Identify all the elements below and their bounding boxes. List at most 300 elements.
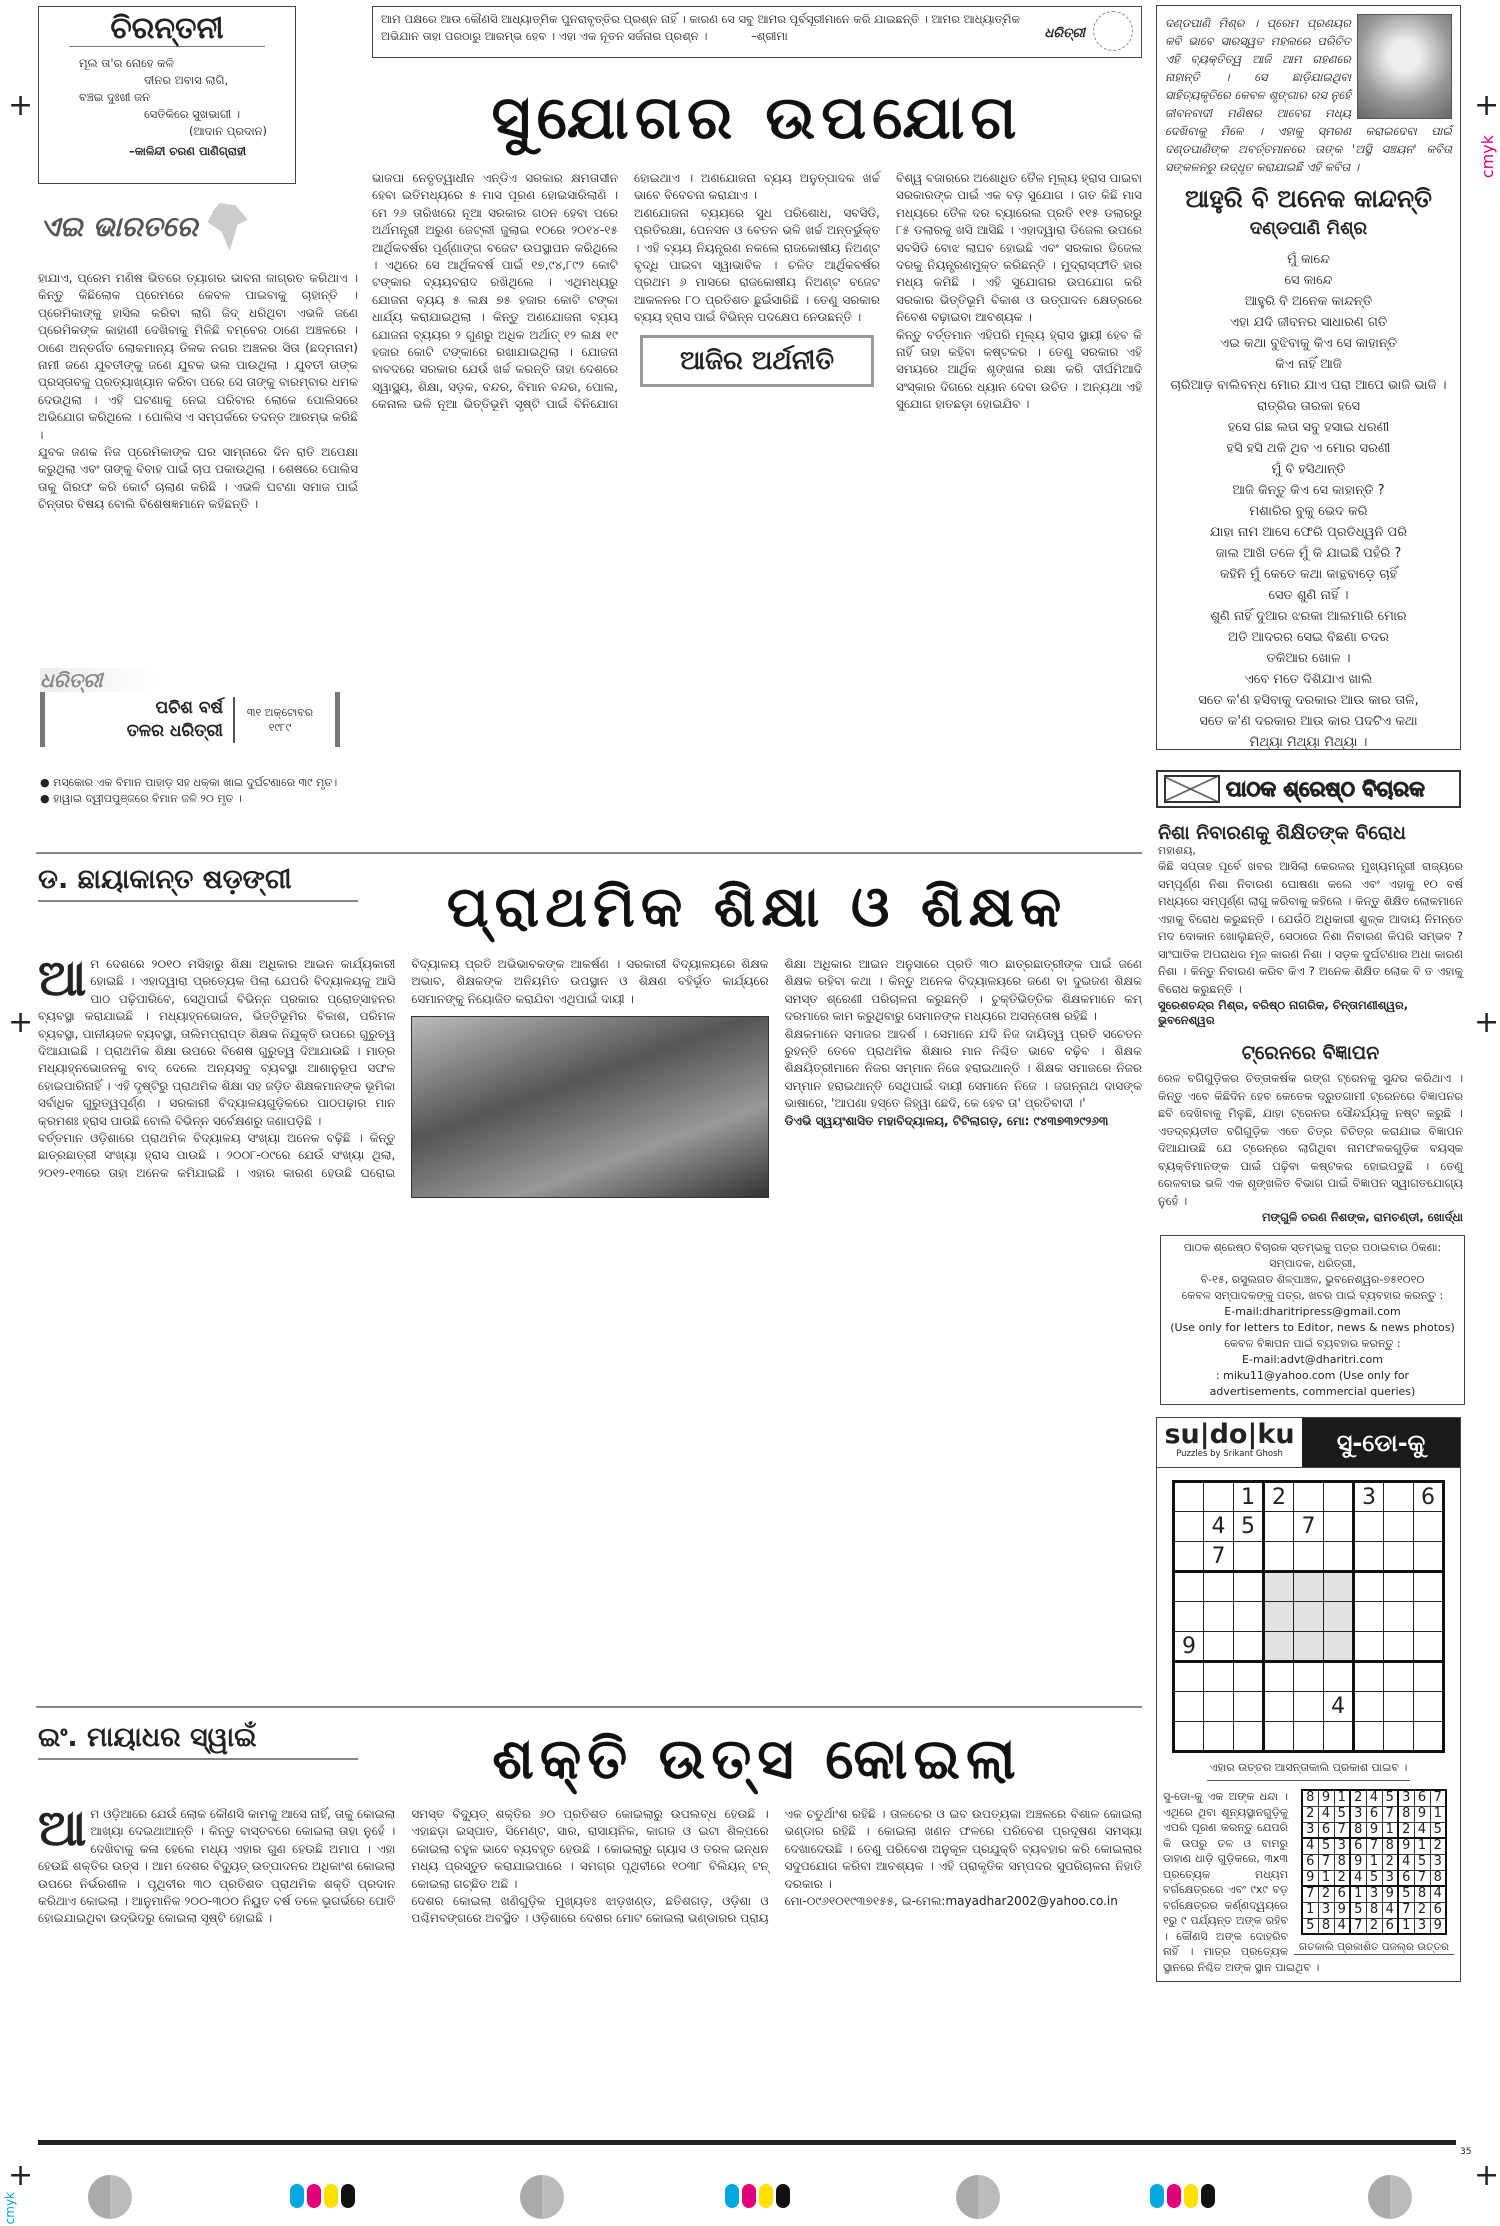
sudoku-cell[interactable] [1174, 1722, 1204, 1752]
sudoku-cell[interactable] [1174, 1662, 1204, 1692]
solution-cell: 8 [1382, 1838, 1398, 1854]
sudoku-cell[interactable]: 7 [1204, 1542, 1234, 1572]
section-divider [36, 1706, 1142, 1708]
solution-cell: 9 [1430, 1918, 1446, 1934]
bullet-item: ● ମସ୍କୋର ଏକ ବିମାନ ପାହାଡ଼ ସହ ଧକ୍କା ଖାଇ ଦୁର୍ଘଟଣାରେ ୩୯ ମୃତ। [40, 776, 338, 789]
poet-photo [1357, 14, 1452, 119]
sudoku-cell[interactable]: 5 [1234, 1512, 1264, 1542]
sudoku-cell[interactable] [1384, 1512, 1414, 1542]
poet-name: –କାଳିନ୍ଦୀ ଚରଣ ପାଣିଗ୍ରାହୀ [129, 144, 247, 158]
solution-cell: 5 [1382, 1790, 1398, 1806]
crop-mark: + [8, 2158, 34, 2193]
poem-line: କହିନି ମୁଁ କେତେ କଥା କାନ୍ଥବାଡ଼େ ଚାହିଁ [1219, 567, 1398, 582]
solution-cell: 3 [1398, 1790, 1414, 1806]
poem-line: ଜାଲ ଆଖି ତଳେ ମୁଁ କି ଯାଇଛି ପହଁରି ? [1215, 546, 1402, 561]
solution-cell: 2 [1414, 1902, 1430, 1918]
solution-cell: 6 [1382, 1918, 1398, 1934]
sudoku-cell[interactable] [1354, 1692, 1384, 1722]
paragraph: ମ ଦେଶରେ ୨୦୧୦ ମସିହାରୁ ଶିକ୍ଷା ଅଧିକାର ଆଇନ କାର୍ଯ୍ୟକାରୀ ହୋଇଛି । ଏହାଦ୍ୱାରା ପ୍ରତ୍ୟେକ ପିଲା ଯେପରି ବିଦ୍ୟାଳୟକୁ ଆସି ପାଠ ପଢ଼ିପାରିବେ, ସେଥିପାଇଁ ବିଭିନ୍ନ ପ୍ରକାର ପ୍ରୋତ୍ସାହନର ବ୍ୟବସ୍ଥା କରାଯାଇଛି । ମଧ୍ୟାହ୍ନଭୋଜନ, ଭିତ୍ତିଭୂମିର ବିକାଶ, ପରିମଳ ବ୍ୟବସ୍ଥା, ପାନୀୟଜଳ ବ୍ୟବସ୍ଥା, ତାଲିମପ୍ରାପ୍ତ ଶିକ୍ଷକ ନିଯୁକ୍ତି ଉପରେ ଗୁରୁତ୍ୱ ଦିଆଯାଇଛି । ପ୍ରାଥମିକ ଶିକ୍ଷା ଉପରେ ବିଶେଷ ଗୁରୁତ୍ୱ ଦିଆଯାଉଛି । ମାତ୍ର ମଧ୍ୟାହ୍ନଭୋଜନକୁ ବାଦ୍ ଦେଲେ ଅନ୍ୟସବୁ ବ୍ୟବସ୍ଥା ଆଶାନୁରୂପ ସଫଳ ହୋଇପାରିନାହିଁ । ଏହି ଦୃଷ୍ଟିରୁ ପ୍ରାଥମିକ ଶିକ୍ଷା ସହ ଜଡ଼ିତ ଶିକ୍ଷକମାନଙ୍କ ଭୂମିକା ସର୍ବାଧିକ ଗୁରୁତ୍ୱପୂର୍ଣ୍ଣ । ସରକାରୀ ବିଦ୍ୟାଳୟଗୁଡ଼ିକରେ ପାଠପଢ଼ାର ମାନ କ୍ରମଶଃ ହ୍ରାସ ପାଉଛି ବୋଲି ବିଭିନ୍ନ ସର୍ବେକ୍ଷଣରୁ ଜଣାପଡ଼ିଛି । [38, 957, 396, 1128]
sudoku-cell[interactable] [1204, 1572, 1234, 1602]
sudoku-cell[interactable] [1324, 1572, 1354, 1602]
solution-cell: 9 [1334, 1902, 1350, 1918]
solution-cell: 6 [1430, 1902, 1446, 1918]
sudoku-cell[interactable] [1384, 1482, 1414, 1512]
letters-banner-text: ପାଠକ ଶ୍ରେଷ୍ଠ ବିଚାରକ [1226, 776, 1425, 801]
sudoku-cell[interactable] [1264, 1632, 1294, 1662]
emblem-icon [1093, 11, 1133, 51]
inset-label: ଆଜିର ଅର୍ଥନୀତି [640, 335, 874, 387]
cmyk-label: cmyk [3, 2192, 17, 2225]
letters-banner [1156, 770, 1461, 808]
sudoku-cell[interactable] [1384, 1542, 1414, 1572]
logo-part: su [1164, 1419, 1200, 1450]
sudoku-cell[interactable] [1174, 1542, 1204, 1572]
quote-author: –ଶ୍ରୀମା [751, 29, 788, 43]
sudoku-cell[interactable]: 4 [1204, 1512, 1234, 1542]
solution-cell: 6 [1414, 1790, 1430, 1806]
address-box [1160, 1235, 1465, 1405]
answer-note: ଏହାର ଉତ୍ତର ଆସନ୍ତାକାଲି ପ୍ରକାଶ ପାଇବ । [1207, 1761, 1410, 1781]
sudoku-cell[interactable] [1234, 1662, 1264, 1692]
solution-cell: 8 [1318, 1918, 1334, 1934]
sudoku-cell[interactable] [1354, 1662, 1384, 1692]
solution-cell: 8 [1430, 1870, 1446, 1886]
solution-cell: 6 [1334, 1886, 1350, 1902]
solution-cell: 4 [1382, 1902, 1398, 1918]
paragraph: ମ ଓଡ଼ିଆରେ ଯେଉଁ ଲୋକ କୌଣସି କାମକୁ ଆସେ ନାହିଁ, ତାକୁ କୋଇଲା ଆଖ୍ୟା ଦେଇଥାଆନ୍ତି । କିନ୍ତୁ ବାସ୍ତବରେ କୋଇଲା ତାହା ନୁହେଁ । ଦେଖିବାକୁ କଳା ହେଲେ ମଧ୍ୟ ଏହାର ଗୁଣ ହେଉଛି ଅମାପ । ଏହା ହେଉଛି ଶକ୍ତିର ଉତ୍ସ । ଆମ ଦେଶର ବିଦ୍ୟୁତ୍ ଉତ୍ପାଦନର ଅଧିକାଂଶ କୋଇଲା ଉପରେ ନିର୍ଭରଶୀଳ । ପୃଥିବୀର ୩୦ ପ୍ରତିଶତ ପ୍ରାଥମିକ ଶକ୍ତି ପ୍ରଦାନ କରିଥାଏ କୋଇଲା । ଆନୁମାନିକ ୨୦୦-୩୦୦ ନିୟୁତ ବର୍ଷ ତଳେ ଭୂଗର୍ଭରେ ପୋତି ହୋଇଯାଇଥିବା ଉଦ୍ଭିଦରୁ କୋଇଲା ସୃଷ୍ଟି ହୋଇଛି । [38, 1807, 396, 1926]
color-bar [1150, 2184, 1215, 2208]
sudoku-cell[interactable] [1324, 1602, 1354, 1632]
title-line: ପଚିଶ ବର୍ଷ [155, 697, 223, 718]
cmyk-label: cmyk [1478, 135, 1497, 179]
sudoku-cell[interactable] [1204, 1692, 1234, 1722]
poem-line: କିଏ ନାହିଁ ଆଜି [1275, 357, 1342, 372]
crop-mark: + [1474, 88, 1500, 123]
sudoku-cell[interactable] [1234, 1572, 1264, 1602]
quote-box [372, 6, 1142, 58]
sudoku-cell[interactable] [1294, 1542, 1324, 1572]
address-line: ବି-୧୫, ରସୁଲଗଡ ଶିଳ୍ପାଞ୍ଚଳ, ଭୁବନେଶ୍ୱର-୭୫୧୦୧୦ [1200, 1273, 1425, 1286]
chirantani-box [38, 6, 296, 184]
logo-part: do [1209, 1419, 1248, 1450]
section-logo-text: ଏଇ ଭାରତରେ [40, 210, 198, 243]
paragraph: କିନ୍ତୁ ବର୍ତ୍ତମାନ ଏହିପରି ମୂଲ୍ୟ ହ୍ରାସ ସ୍ଥାୟୀ ହେବ କି ନାହିଁ ତାହା କହିବା କଷ୍ଟକର । ତେଣୁ ସରକାର ଏହି ସମୟରେ ଆର୍ଥିକ ଶୃଙ୍ଖଳା ରକ୍ଷା କରି ଦୀର୍ଘମିଆଦି ସଂସ୍କାର ଦିଗରେ ଧ୍ୟାନ ଦେବା ଉଚିତ । ଅନ୍ୟଥା ଏହି ସୁଯୋଗ ହାତଛଡ଼ା ହୋଇଯିବ । [896, 327, 1142, 412]
letters-column [1158, 822, 1463, 1225]
letter-body: ରେଳ ବଗିଗୁଡ଼ିକର ଚିତ୍ତାକର୍ଷକ ରଙ୍ଗ ଟ୍ରେନକୁ ସୁନ୍ଦର କରିଥାଏ । କିନ୍ତୁ ଏବେ କିଛିଦିନ ହେବ କେତେକ ଦ୍ରୁତଗାମୀ ଟ୍ରେନରେ ବିଜ୍ଞାପନର ଛବି ଦେଖିବାକୁ ମିଳୁଛି, ଯାହା ଟ୍ରେନର ସୌନ୍ଦର୍ଯ୍ୟକୁ ନଷ୍ଟ କରୁଛି । ଏତଦ୍‌ବ୍ୟତୀତ ବଗିଗୁଡ଼ିକ ଏତେ ଚିତ୍ର ବିଚିତ୍ର କରାଯାଇ ବିଜ୍ଞାପନ ଦିଆଯାଉଛି ଯେ ଟ୍ରେନ୍‌ରେ ଲାଗିଥିବା ନାମଫଳକଗୁଡ଼ିକ ବୟସ୍କ ବ୍ୟକ୍ତିମାନଙ୍କ ପାଇଁ ପଢ଼ିବା କଷ୍ଟକର ହୋଇପଡୁଛି । ତେଣୁ ରେଳବାଇ ଭଳି ଏକ ଶୃଙ୍ଖଳିତ ବିଭାଗ ପାଇଁ ବିଜ୍ଞାପନ ସ୍ୱାଗତଯୋଗ୍ୟ ନୁହେଁ । [1158, 1071, 1463, 1208]
sudoku-cell[interactable] [1414, 1692, 1444, 1722]
dharitri-logo: ଧରିତ୍ରୀ [40, 668, 160, 692]
sudoku-cell[interactable]: 4 [1324, 1692, 1354, 1722]
solution-cell: 6 [1350, 1838, 1366, 1854]
solution-cell: 2 [1430, 1838, 1446, 1854]
address-line: କେବଳ ବିଜ୍ଞାପନ ପାଇଁ ବ୍ୟବହାର କରନ୍ତୁ : [1224, 1337, 1401, 1350]
sudoku-cell[interactable] [1414, 1662, 1444, 1692]
letter-title: ନିଶା ନିବାରଣକୁ ଶିକ୍ଷିତଙ୍କ ବିରୋଧ [1158, 822, 1406, 844]
solution-cell: 5 [1414, 1854, 1430, 1870]
solution-cell: 8 [1414, 1886, 1430, 1902]
solution-cell: 9 [1350, 1854, 1366, 1870]
poem-line: ମୁଁ ବି ହସିଥାନ୍ତି [1271, 462, 1346, 477]
india-map-icon [208, 203, 248, 251]
author-signature: ମୋ-୦୯୬୧୦୧୯୩୭୧୫୫, ଇ-ମେଲ:mayadhar2002@yahoo.co.in [784, 1894, 1118, 1909]
sudoku-cell[interactable]: 9 [1174, 1632, 1204, 1662]
address-line: କେବଳ ସମ୍ପାଦକଙ୍କୁ ପତ୍ର, ଖବର ପାଇଁ ବ୍ୟବହାର କରନ୍ତୁ : [1181, 1289, 1444, 1302]
letter-body: କିଛି ସପ୍ତାହ ପୂର୍ବେ ଖବର ଆସିଲା କେରଳର ମୁଖ୍ୟମନ୍ତ୍ରୀ ରାଜ୍ୟରେ ସମ୍ପୂର୍ଣ୍ଣ ନିଶା ନିବାରଣ ଘୋଷଣା କଲେ ଏବଂ ଏହାକୁ ୧୦ ବର୍ଷ ମଧ୍ୟରେ ସମ୍ପୂର୍ଣ୍ଣ ଲାଗୁ କରିବାକୁ କହିଲେ । କିନ୍ତୁ ଶିକ୍ଷିତ ଲୋକମାନେ ଏହାକୁ ବିରୋଧ କରୁଛନ୍ତି । ଯେଉଁଠି ଅଧିକାରୀ ଶୁଳ୍କ ଆଦାୟ ନିମନ୍ତେ ମଦ ଦୋକାନ ଖୋଲୁଛନ୍ତି, ସେଠାରେ ନିଶା ନିବାରଣ କିପରି ସମ୍ଭବ ? ସାଂଘାତିକ ଅପରାଧର ମୂଳ କାରଣ ନିଶା । ସଡ଼କ ଦୁର୍ଘଟଣାର ଅଧା କାରଣ ନିଶା । କିନ୍ତୁ ନିବାରଣ କରିବ କିଏ ? ଅନେକ ଶିକ୍ଷିତ ଲୋକ ବି ତ ଏହାକୁ ବିରୋଧ କରୁଛନ୍ତି । [1158, 859, 1463, 996]
sudoku-cell[interactable] [1324, 1512, 1354, 1542]
poem-line: ହସି ହସି ଥକି ଥିବ ଏ ମୋର ସରଣୀ [1226, 441, 1391, 456]
address-line: : miku11@yahoo.com (Use only for [1215, 1369, 1410, 1382]
paragraph: ଦେଶର କୋଇଲା ଖଣିଗୁଡ଼ିକ ମୁଖ୍ୟତଃ ଝାଡ଼ଖଣ୍ଡ, ଛତିଶଗଡ଼, ଓଡ଼ିଶା ଓ ପଶ୍ଚିମବଙ୍ଗରେ ଅବସ୍ଥିତ । ଓଡ଼ିଶାରେ ଦେଶର ମୋଟ କୋଇଲା ଭଣ୍ଡାରର ପ୍ରାୟ ଏକ ଚତୁର୍ଥାଂଶ ରହିଛି । ତାଳଚେର ଓ ଇବ ଉପତ୍ୟକା ଅଞ୍ଚଳରେ ବିଶାଳ କୋଇଲା ଭଣ୍ଡାର ରହିଛି । କୋଇଲା ଖଣନ ଫଳରେ ପରିବେଶ ପ୍ରଦୂଷଣ ସମସ୍ୟା ଦେଖାଦେଉଛି । ତେଣୁ ପରିବେଶ ଅନୁକୂଳ ପ୍ରଯୁକ୍ତି ବ୍ୟବହାର କରି କୋଇଲାର ସଦୁପଯୋଗ କରିବା ଆବଶ୍ୟକ । ଏହି ପ୍ରାକୃତିକ ସମ୍ପଦର ସୁପରିଚାଳନା ନିହାତି ଦରକାର । [411, 1807, 1142, 1926]
editorial-headline: ସୁଯୋଗର ଉପଯୋଗ [491, 83, 1023, 153]
sudoku-cell[interactable] [1264, 1572, 1294, 1602]
solution-cell: 7 [1302, 1886, 1318, 1902]
sudoku-cell[interactable] [1384, 1722, 1414, 1752]
drop-cap: ଆ [38, 956, 87, 1007]
sudoku-cell[interactable] [1414, 1722, 1444, 1752]
solution-cell: 9 [1382, 1886, 1398, 1902]
dharitri-25-years-box [40, 668, 340, 763]
sudoku-cell[interactable] [1264, 1722, 1294, 1752]
poem-line: ଏବେ ମତେ ଦିଶିଯାଏ ଖାଲି [1244, 672, 1373, 687]
poem-line: ମଶାରିର ବୁକୁ ଭେଦ କରି [1249, 504, 1368, 519]
sudoku-cell[interactable] [1264, 1512, 1294, 1542]
bullet-text: ହାୱାଇ ଦ୍ୱୀପପୁଞ୍ଜରେ ବିମାନ ଜଳି ୨୦ ମୃତ । [53, 792, 242, 805]
sudoku-cell[interactable] [1354, 1512, 1384, 1542]
poem-line: ସେତିକିରେ ସୁଖଭାଗୀ । [144, 107, 241, 121]
poem-line: ଚାରିଆଡ଼ ବାଲିବନ୍ଧ ମୋର ଯାଏ ପରା ଆପେ ଭାଜି ଭାଜି । [1170, 378, 1447, 393]
sudoku-cell[interactable] [1294, 1572, 1324, 1602]
solution-cell: 4 [1302, 1838, 1318, 1854]
solution-cell: 1 [1302, 1902, 1318, 1918]
sudoku-cell[interactable]: 3 [1354, 1482, 1384, 1512]
sudoku-cell[interactable] [1174, 1602, 1204, 1632]
sudoku-cell[interactable] [1414, 1602, 1444, 1632]
sudoku-cell[interactable] [1174, 1692, 1204, 1722]
paragraph: ବର୍ତ୍ତମାନ ଓଡ଼ିଶାରେ ପ୍ରାଥମିକ ବିଦ୍ୟାଳୟ ସଂଖ୍ୟା ଅନେକ ବଢ଼ିଛି । କିନ୍ତୁ ଛାତ୍ରଛାତ୍ରୀ ସଂଖ୍ୟା ହ୍ରାସ ପାଉଛି । ୨୦୦୮-୦୯ରେ ଯେଉଁ ସଂଖ୍ୟା ଥିଲା, ୨୦୧୨-୧୩ରେ ତାହା ଅନେକ କମିଯାଇଛି । ଏହାର କାରଣ ହେଉଛି ଘରୋଇ ବିଦ୍ୟାଳୟ ପ୍ରତି ଅଭିଭାବକଙ୍କ ଆକର୍ଷଣ । ସରକାରୀ ବିଦ୍ୟାଳୟରେ ଶିକ୍ଷକ ଅଭାବ, ଶିକ୍ଷକଙ୍କ ଅନିୟମିତ ଉପସ୍ଥାନ ଓ ଶିକ୍ଷଣ ବହିର୍ଭୂତ କାର୍ଯ୍ୟରେ ସେମାନଙ୍କୁ ନିୟୋଜିତ କରାଯିବା ଏଥିପାଇଁ ଦାୟୀ । [38, 957, 769, 1180]
sudoku-cell[interactable] [1294, 1722, 1324, 1752]
sudoku-cell[interactable] [1354, 1602, 1384, 1632]
sudoku-cell[interactable] [1414, 1512, 1444, 1542]
solution-cell: 9 [1318, 1790, 1334, 1806]
solution-cell: 4 [1318, 1806, 1334, 1822]
poem-body [1165, 249, 1452, 753]
sudoku-cell[interactable] [1204, 1722, 1234, 1752]
solution-cell: 5 [1318, 1838, 1334, 1854]
solution-cell: 8 [1366, 1902, 1382, 1918]
sudoku-cell[interactable] [1414, 1542, 1444, 1572]
sudoku-cell[interactable] [1354, 1572, 1384, 1602]
sudoku-cell[interactable] [1264, 1662, 1294, 1692]
solution-cell: 9 [1414, 1806, 1430, 1822]
sudoku-cell[interactable] [1294, 1662, 1324, 1692]
solution-cell: 2 [1398, 1822, 1414, 1838]
address-line: E-mail:dharitripress@gmail.com [1224, 1305, 1401, 1318]
solution-cell: 8 [1398, 1806, 1414, 1822]
sudoku-cell[interactable] [1264, 1542, 1294, 1572]
solution-cell: 4 [1430, 1886, 1446, 1902]
sudoku-logo: su|do|ku [1164, 1419, 1295, 1450]
sudoku-cell[interactable] [1294, 1692, 1324, 1722]
address-line: (Use only for letters to Editor, news & news photos) [1170, 1321, 1455, 1334]
date-line: ୩୧ ଅକ୍ଟୋବର [246, 705, 314, 719]
quote-text: ଆମ ପକ୍ଷରେ ଆଉ କୌଣସି ଆଧ୍ୟାତ୍ମିକ ପୁନରାବୃତ୍ତିର ପ୍ରଶ୍ନ ନାହିଁ । କାରଣ ସେ ସବୁ ଆମର ପୂର୍ବସୂରୀମାନେ କରି ଯାଇଛନ୍ତି । ଆମର ଆଧ୍ୟାତ୍ମିକ ଅଭିଯାନ ତାହା ପରଠାରୁ ଆରମ୍ଭ ହେବ । ଏହା ଏକ ନୂତନ ସର୍ଜନାର ପ୍ରଶ୍ନ । [381, 12, 1020, 43]
solution-cell: 5 [1430, 1822, 1446, 1838]
letter-title: ଟ୍ରେନରେ ବିଜ୍ଞାପନ [1241, 1042, 1380, 1064]
editorial-article [372, 170, 1142, 845]
page-number: 35 [1460, 2147, 1472, 2157]
sudoku-byline: Puzzles by Srikant Ghosh [1176, 1449, 1283, 1459]
sudoku-cell[interactable] [1354, 1632, 1384, 1662]
solution-cell: 3 [1382, 1870, 1398, 1886]
crop-mark: + [1474, 2158, 1500, 2193]
bullet-text: ମସ୍କୋର ଏକ ବିମାନ ପାହାଡ଼ ସହ ଧକ୍କା ଖାଇ ଦୁର୍ଘଟଣାରେ ୩୯ ମୃତ। [53, 776, 338, 789]
sudoku-cell[interactable] [1264, 1602, 1294, 1632]
sudoku-cell[interactable] [1384, 1602, 1414, 1632]
solution-note: ଗତକାଲି ପ୍ରକାଶିତ ପଜଲ୍‌ର ଉତ୍ତର [1294, 1941, 1454, 1955]
footer-rule [38, 2140, 1456, 2145]
sudoku-cell[interactable] [1384, 1662, 1414, 1692]
letter-signature: ସୁରେଶଚନ୍ଦ୍ର ମିଶ୍ର, ବରିଷ୍ଠ ନାଗରିକ, ଚିନ୍ତାମଣୀଶ୍ୱର, ଭୁବନେଶ୍ୱର [1158, 998, 1409, 1027]
poem-line: ଏହା ଯଦି ଜୀବନର ସାଧାରଣ ଗତି [1229, 315, 1388, 330]
solution-cell: 2 [1302, 1806, 1318, 1822]
solution-cell: 3 [1318, 1902, 1334, 1918]
sudoku-instructions: ସୁ-ଡୋ-କୁ ଏକ ଅଙ୍କ ଧନ୍ଦା । ଏଥିରେ ଥିବା ଶୂନ୍ୟସ୍ଥାନଗୁଡ଼ିକୁ ଏପରି ପୂରଣ କରନ୍ତୁ ଯେପରି କି ଉପରୁ ତଳ ଓ ବାମରୁ ଡାହାଣ ଧାଡ଼ି ଗୁଡ଼ିକରେ, ୩x୩ ପ୍ରତ୍ୟେକ ମଧ୍ୟମ ବର୍ଗକ୍ଷେତ୍ରରେ ଏବଂ ୯x୯ ବଡ଼ ବର୍ଗକ୍ଷେତ୍ରର କର୍ଣ୍ଣଦ୍ୱୟରେ ୧ରୁ ୯ ପର୍ଯ୍ୟନ୍ତ ଅଙ୍କ ରହିବ । କୌଣସି ଅଙ୍କ ଦୋହରିବ ନାହିଁ । ମାତ୍ର ପ୍ରତ୍ୟେକ ସ୍ଥାନରେ ନିଶ୍ଚିତ ଅଙ୍କ ସ୍ଥାନ ପାଇଥିବ । [1163, 1790, 1320, 1974]
poem-line: ଯାହା ନାମ ଆସେ ଫେରି ପ୍ରତିଧ୍ୱନି ପରି [1209, 525, 1408, 540]
solution-cell: 8 [1350, 1822, 1366, 1838]
solution-cell: 2 [1334, 1870, 1350, 1886]
poem-line: ତକିଆର ଖୋଳ । [1266, 651, 1351, 666]
color-bar [725, 2184, 790, 2208]
solution-cell: 8 [1302, 1790, 1318, 1806]
registration-mark [88, 2175, 132, 2219]
sudoku-cell[interactable] [1294, 1482, 1324, 1512]
poem-title: ଆହୁରି ବି ଅନେକ କାନ୍ଦନ୍ତି [1185, 184, 1432, 213]
date-line: ୧୯୮୯ [268, 720, 292, 734]
registration-mark [1368, 2175, 1412, 2219]
sudoku-cell[interactable] [1354, 1722, 1384, 1752]
sudoku-cell[interactable] [1204, 1602, 1234, 1632]
sudoku-cell[interactable] [1384, 1572, 1414, 1602]
solution-cell: 7 [1414, 1870, 1430, 1886]
bullet-item: ● ହାୱାଇ ଦ୍ୱୀପପୁଞ୍ଜରେ ବିମାନ ଜଳି ୨୦ ମୃତ । [40, 792, 242, 805]
solution-cell: 8 [1334, 1854, 1350, 1870]
solution-cell: 6 [1398, 1870, 1414, 1886]
sudoku-cell[interactable] [1204, 1662, 1234, 1692]
sudoku-cell[interactable] [1234, 1722, 1264, 1752]
sudoku-cell[interactable] [1414, 1632, 1444, 1662]
solution-cell: 3 [1430, 1854, 1446, 1870]
solution-cell: 5 [1398, 1886, 1414, 1902]
poem-line: ଆଜି କିନ୍ତୁ କିଏ ସେ କାହାନ୍ତି ? [1232, 483, 1385, 498]
poem-line: ଆହୁରି ବି ଅନେକ କାନ୍ଦନ୍ତି [1244, 294, 1373, 309]
sudoku-cell[interactable] [1204, 1482, 1234, 1512]
article-author: ଇଂ. ମାୟାଧର ସ୍ୱାଇଁ [38, 1722, 358, 1760]
crop-mark: + [8, 88, 34, 123]
poem-line: ରାତ୍ରିର ତାରକା ହସେ [1257, 399, 1360, 414]
sudoku-cell[interactable] [1294, 1602, 1324, 1632]
solution-cell: 4 [1334, 1918, 1350, 1934]
solution-cell: 9 [1398, 1838, 1414, 1854]
poem-source: (ଆଦାନ ପ୍ରଦାନ) [189, 124, 267, 138]
paragraph: ଶିକ୍ଷା ଅଧିକାର ଆଇନ ଅନୁସାରେ ପ୍ରତି ୩୦ ଛାତ୍ରଛାତ୍ରୀଙ୍କ ପାଇଁ ଜଣେ ଶିକ୍ଷକ ରହିବା କଥା । କିନ୍ତୁ ଅନେକ ବିଦ୍ୟାଳୟରେ ଜଣେ ବା ଦୁଇଜଣ ଶିକ୍ଷକ ସମସ୍ତ ଶ୍ରେଣୀ ପରିଚାଳନା କରୁଛନ୍ତି । ଚୁକ୍ତିଭିତ୍ତିକ ଶିକ୍ଷକମାନେ କମ୍ ଦରମାରେ କାମ କରୁଥିବାରୁ ସେମାନଙ୍କ ମଧ୍ୟରେ ଅସନ୍ତୋଷ ରହିଛି । [784, 957, 1142, 1024]
title-line: ତଳର ଧରିତ୍ରୀ [126, 720, 223, 741]
crop-mark: + [8, 1005, 34, 1040]
article-author: ଡ. ଛାୟାକାନ୍ତ ଷଡ଼ଙ୍ଗୀ [38, 864, 358, 902]
sudoku-cell[interactable] [1324, 1632, 1354, 1662]
solution-cell: 6 [1366, 1806, 1382, 1822]
classroom-photo [411, 1016, 768, 1198]
solution-grid [1301, 1789, 1447, 1935]
solution-cell: 7 [1366, 1838, 1382, 1854]
section-divider [36, 852, 1142, 854]
solution-cell: 7 [1350, 1918, 1366, 1934]
poem-line: ହସେ ଗଛ ଲତା ସବୁ ହସାଇ ଧରଣୀ [1227, 420, 1390, 435]
poem-line: ଦୀନର ଅବାସ ଲାଗି, [144, 73, 229, 87]
solution-cell: 1 [1318, 1870, 1334, 1886]
solution-cell: 3 [1302, 1822, 1318, 1838]
poem-author: ଦଣ୍ଡପାଣି ମିଶ୍ର [1249, 218, 1368, 239]
solution-cell: 3 [1414, 1918, 1430, 1934]
tribute-intro: ଦଣ୍ଡପାଣି ମିଶ୍ର । ପ୍ରେମ ପ୍ରଣୟର କବି ଭାବେ ସାରସ୍ୱତ ମହଲରେ ପରିଚିତ ଏହି ବ୍ୟକ୍ତିତ୍ୱ ଆଜି ଆମ ଗହଣରେ ନାହାନ୍ତି । ସେ ଛାଡ଼ିଯାଇଥିବା ସାହିତ୍ୟକୃତିରେ କେବଳ ଶୃଙ୍ଗାର ରସ ନୁହେଁ ଜୀବନବାଦୀ ମଣିଷର ଆବେଗ ମଧ୍ୟ ଦେଖିବାକୁ ମିଳେ । ଏହାକୁ ସ୍ମରଣ କରାଇଦେବା ପାଇଁ ଦଣ୍ଡପାଣିଙ୍କ ଅବର୍ତ୍ତମାନରେ ତାଙ୍କ 'ଅସ୍ଥି ସଞ୍ଚୟନ' କବିତା ସଙ୍କଳନରୁ ଉଦ୍ଧୃତ କରାଯାଇଛି ଏହି କବିତା । [1165, 16, 1452, 174]
sudoku-odia-title: ସୁ-ଡୋ-କୁ [1302, 1418, 1460, 1467]
solution-cell: 7 [1398, 1902, 1414, 1918]
solution-cell: 3 [1350, 1806, 1366, 1822]
poem-line: ସେତ ଶୁଣି ନାହିଁ । [1268, 588, 1349, 603]
tribute-box [1156, 5, 1461, 750]
ei-bharatare-logo [40, 198, 330, 256]
poem-line: ସେ କାନ୍ଦେ [1284, 273, 1333, 288]
address-line: ସମ୍ପାଦକ, ଧରିତ୍ରୀ, [1269, 1257, 1356, 1270]
sudoku-cell[interactable] [1234, 1602, 1264, 1632]
drop-cap: ଆ [38, 1806, 87, 1857]
solution-cell: 1 [1430, 1806, 1446, 1822]
letter-signature: ମଙ୍ଗୁଳି ଚରଣ ନିଶଙ୍କ, ରାମଚଣ୍ଡୀ, ଖୋର୍ଦ୍ଧା [1261, 1210, 1463, 1224]
sudoku-cell[interactable] [1294, 1632, 1324, 1662]
logo-part: ku [1257, 1419, 1295, 1450]
sudoku-cell[interactable] [1324, 1722, 1354, 1752]
solution-cell: 2 [1350, 1790, 1366, 1806]
sudoku-cell[interactable] [1354, 1542, 1384, 1572]
solution-cell: 9 [1302, 1870, 1318, 1886]
solution-cell: 9 [1366, 1822, 1382, 1838]
solution-cell: 4 [1414, 1822, 1430, 1838]
sudoku-cell[interactable] [1324, 1482, 1354, 1512]
paragraph: ଭାଜପା ନେତୃତ୍ୱାଧୀନ ଏନ୍‌ଡିଏ ସରକାର କ୍ଷମତାସୀନ ହେବା ଇତିମଧ୍ୟରେ ୫ ମାସ ପୂରଣ ହୋଇସାରିଲାଣି । ମେ ୨୬ ତାରିଖରେ ନୂଆ ସରକାର ଗଠନ ହେବା ପରେ ଅର୍ଥମନ୍ତ୍ରୀ ଅରୁଣ ଜେଟ୍‌ଲୀ ଜୁଲାଇ ୧୦ରେ ୨୦୧୪-୧୫ ଆର୍ଥିକବର୍ଷର ପୂର୍ଣ୍ଣାଙ୍ଗ ବଜେଟ ଉପସ୍ଥାପନ କରିଥିଲେ । ଏଥିରେ ସେ ଆର୍ଥିକବର୍ଷ ପାଇଁ ୧୭,୯୪,୮୯୨ କୋଟି ଟଙ୍କାର ବ୍ୟୟବରାଦ ରଖିଥିଲେ । ଏଥିମଧ୍ୟରୁ ଯୋଜନା ବ୍ୟୟ ୫ ଲକ୍ଷ ୭୫ ହଜାର କୋଟି ଟଙ୍କା ଧାର୍ଯ୍ୟ କରାଯାଇଥିଲା । କିନ୍ତୁ ଅଣଯୋଜନା ବ୍ୟୟ ଯୋଜନା ବ୍ୟୟର ୨ ଗୁଣରୁ ଅଧିକ ଅର୍ଥାତ୍ ୧୨ ଲକ୍ଷ ୧୯ ହଜାର କୋଟି ଟଙ୍କାରେ ରଖାଯାଇଥିଲା । ଯୋଜନା ବାବଦରେ ସରକାର ଯେଉଁ ଖର୍ଚ୍ଚ କରନ୍ତି ତାହା ଦେଶରେ ସ୍ୱାସ୍ଥ୍ୟ, ଶିକ୍ଷା, ସଡ଼କ, ବନ୍ଦର, ବିମାନ ବନ୍ଦର, ପୋଲ, କେନାଲ ଭଳି ନୂଆ ଭିତ୍ତିଭୂମି ସୃଷ୍ଟି ପାଇଁ ବିନିଯୋଗ ହୋଇଥାଏ । ଅଣଯୋଜନା ବ୍ୟୟ ଅନୁତ୍ପାଦକ ଖର୍ଚ୍ଚ ଭାବେ ବିବେଚନା କରାଯାଏ । [372, 171, 880, 412]
solution-cell: 6 [1318, 1822, 1334, 1838]
solution-cell: 1 [1366, 1854, 1382, 1870]
dharitri-logo: ଧରିତ୍ରୀ [1044, 26, 1085, 41]
poem-line: ଅତି ଆଦରର ସେଇ ବିଛଣା ଚଦର [1227, 630, 1390, 645]
solution-cell: 4 [1366, 1790, 1382, 1806]
poem-line: ମିଥ୍ୟା ମିଥ୍ୟା ମିଥ୍ୟା । [1249, 735, 1368, 750]
sudoku-cell[interactable] [1234, 1632, 1264, 1662]
solution-cell: 3 [1366, 1886, 1382, 1902]
paragraph: ହାଯାଏ, ପ୍ରେମ ମଣିଷ ଭିତରେ ତ୍ୟାଗର ଭାବନା ଜାଗ୍ରତ କରିଥାଏ । କିନ୍ତୁ କିଛିଲୋକ ପ୍ରେମରେ କେବଳ ପାଇବାକୁ ଚାହାନ୍ତି । ପ୍ରେମିକାଙ୍କୁ ହାସିଲ କରିବା ଲାଗି ଜିଦ୍ ଧରିଥିବା ଏଭଳି ଜଣେ ପ୍ରେମିକଙ୍କ କାହାଣୀ ଦେଖିବାକୁ ମିଳିଛି ବମ୍ବେର ଠାଣେ ଅଞ୍ଚଳରେ । ଠାଣେ ଅନ୍ତର୍ଗତ ଲୋକମାନ୍ୟ ତିଳକ ନଗର ଅଞ୍ଚଳର ସିତା (ଛଦ୍ମନାମ) ନାମୀ ଜଣେ ଯୁବତୀଙ୍କୁ ଜଣେ ଯୁବକ ଭଲ ପାଉଥିଲା । ଯୁବତୀ ତାଙ୍କ ପ୍ରସ୍ତାବକୁ ପ୍ରତ୍ୟାଖ୍ୟାନ କରିବା ପରେ ସେ ତାଙ୍କୁ ବାରମ୍ବାର ଧମକ ଦେଉଥିଲା । ଏହି ଘଟଣାକୁ ନେଇ ପରିବାର ଲୋକେ ପୋଲିସରେ ଅଭିଯୋଗ କରିଥିଲେ । ପୋଲିସ ଏ ସମ୍ପର୍କରେ ତଦନ୍ତ ଆରମ୍ଭ କରିଛି । [38, 271, 358, 442]
sudoku-cell[interactable]: 6 [1414, 1482, 1444, 1512]
education-article [38, 956, 1142, 1700]
sudoku-cell[interactable] [1324, 1662, 1354, 1692]
sudoku-cell[interactable] [1174, 1512, 1204, 1542]
solution-cell: 1 [1334, 1790, 1350, 1806]
coal-article [38, 1806, 1142, 2132]
address-line: ପାଠକ ଶ୍ରେଷ୍ଠ ବିଚାରକ ସ୍ତମ୍ଭକୁ ପତ୍ର ପଠାଇବାର ଠିକଣା: [1183, 1241, 1442, 1254]
solution-cell: 2 [1382, 1854, 1398, 1870]
poem-line: ମୁଁ କାନ୍ଦେ [1287, 252, 1330, 267]
address-line: E-mail:advt@dharitri.com [1242, 1353, 1383, 1366]
solution-cell: 2 [1366, 1918, 1382, 1934]
sudoku-cell[interactable]: 2 [1264, 1482, 1294, 1512]
solution-cell: 7 [1382, 1806, 1398, 1822]
solution-cell: 5 [1302, 1918, 1318, 1934]
right-column-flow [1156, 770, 1463, 1982]
letter-salutation: ମହାଶୟ, [1158, 844, 1196, 857]
sudoku-cell[interactable] [1174, 1482, 1204, 1512]
sudoku-cell[interactable] [1174, 1572, 1204, 1602]
solution-cell: 5 [1366, 1870, 1382, 1886]
sudoku-cell[interactable] [1234, 1692, 1264, 1722]
solution-cell: 5 [1350, 1902, 1366, 1918]
registration-mark [956, 2175, 1000, 2219]
color-bar [290, 2184, 355, 2208]
registration-mark [520, 2175, 564, 2219]
envelope-icon [1164, 775, 1220, 803]
coal-headline: ଶକ୍ତି ଉତ୍ସ କୋଇଲା [492, 1727, 1022, 1792]
paragraph: ଯୁବକ ଜଣକ ନିଜ ପ୍ରେମିକାଙ୍କ ଘର ସାମ୍ନାରେ ଦିନ ରାତି ଅପେକ୍ଷା କରୁଥିଲା ଏବଂ ତାଙ୍କୁ ବିବାହ ପାଇଁ ଚାପ ପକାଉଥିଲା । ଶେଷରେ ପୋଲିସ ତାକୁ ଗିରଫ କରି କୋର୍ଟ ଚାଲାଣ କରିଛି । ଏଭଳି ଘଟଣା ସମାଜ ପାଇଁ ଚିନ୍ତାର ବିଷୟ ବୋଲି ବିଶେଷଜ୍ଞମାନେ କହିଛନ୍ତି । [38, 445, 358, 512]
poem-line: ସତେ କ'ଣ ହସିବାକୁ ଦରକାର ଆଉ କାର ତାଳି, [1198, 693, 1419, 708]
sudoku-cell[interactable] [1384, 1692, 1414, 1722]
solution-cell: 5 [1334, 1806, 1350, 1822]
poem-line: ଏଇ କଥା ବୁଝିବାକୁ କିଏ ସେ କାହାନ୍ତି [1219, 336, 1398, 351]
sudoku-cell[interactable] [1414, 1572, 1444, 1602]
sudoku-cell[interactable] [1204, 1632, 1234, 1662]
sudoku-panel [1156, 1417, 1461, 1982]
paragraph: ଅଣଯୋଜନା ବ୍ୟୟରେ ସୁଧ ପରିଶୋଧ, ସବସିଡି, ପ୍ରତିରକ୍ଷା, ପେନସନ ଓ ବେତନ ଭଳି ଖର୍ଚ୍ଚ ଅନ୍ତର୍ଭୁକ୍ତ । ଏହି ବ୍ୟୟ ନିୟନ୍ତ୍ରଣ ନକଲେ ରାଜକୋଷୀୟ ନିଅଣ୍ଟ ବୃଦ୍ଧି ପାଇବା ସ୍ୱାଭାବିକ । ଚଳିତ ଆର୍ଥିକବର୍ଷର ପ୍ରଥମ ୬ ମାସରେ ରାଜକୋଷୀୟ ନିଅଣ୍ଟ ବଜେଟ ଆକଳନର ୮୦ ପ୍ରତିଶତ ଛୁଇଁସାରିଛି । ତେଣୁ ସରକାର ବ୍ୟୟ ହ୍ରାସ ପାଇଁ ବିଭିନ୍ନ ପଦକ୍ଷେପ ନେଉଛନ୍ତି । [634, 205, 880, 325]
solution-cell: 7 [1430, 1790, 1446, 1806]
sudoku-cell[interactable] [1264, 1692, 1294, 1722]
paragraph: ସମସ୍ତ ବିଦ୍ୟୁତ୍ ଶକ୍ତିର ୬୦ ପ୍ରତିଶତ କୋଇଲାରୁ ଉପଲବ୍ଧ ହେଉଛି । ଏହାଛଡ଼ା ଇସ୍ପାତ, ସିମେଣ୍ଟ, ସାର, ରାସାୟନିକ, କାଗଜ ଓ ଇଟା ଶିଳ୍ପରେ କୋଇଲା ବହୁଳ ଭାବେ ବ୍ୟବହୃତ ହେଉଛି । କୋଇଲାରୁ ଗ୍ୟାସ ଓ ତରଳ ଇନ୍ଧନ ମଧ୍ୟ ପ୍ରସ୍ତୁତ କରାଯାଇପାରେ । ସମଗ୍ର ପୃଥିବୀରେ ୧୦୩୮ ବିଲିୟନ୍ ଟନ୍ କୋଇଲା ଗଚ୍ଛିତ ଅଛି । [411, 1807, 769, 1891]
paragraph: ବିଶ୍ୱ ବଜାରରେ ଅଶୋଧିତ ତୈଳ ମୂଲ୍ୟ ହ୍ରାସ ପାଇବା ସରକାରଙ୍କ ପାଇଁ ଏକ ବଡ଼ ସୁଯୋଗ । ଗତ କିଛି ମାସ ମଧ୍ୟରେ ତୈଳ ଦର ବ୍ୟାରେଲ ପ୍ରତି ୧୧୫ ଡଲାରରୁ ୮୫ ଡଲାରକୁ ଖସି ଆସିଛି । ଏହାଦ୍ୱାରା ଡିଜେଲ ଉପରେ ସବସିଡି ବୋଝ ଲାଘବ ହୋଇଛି ଏବଂ ସରକାର ଡିଜେଲ ଦରକୁ ନିୟନ୍ତ୍ରଣମୁକ୍ତ କରିଛନ୍ତି । ମୁଦ୍ରାସ୍ଫୀତି ହାର ମଧ୍ୟ କମିଛି । ଏହି ସୁଯୋଗର ଉପଯୋଗ କରି ସରକାର ଭିତ୍ତିଭୂମି ବିକାଶ ଓ ଉତ୍ପାଦନ କ୍ଷେତ୍ରରେ ନିବେଶ ବଢ଼ାଇବା ଆବଶ୍ୟକ । [896, 171, 1142, 325]
solution-cell: 6 [1302, 1854, 1318, 1870]
sudoku-cell[interactable] [1234, 1542, 1264, 1572]
solution-cell: 1 [1414, 1838, 1430, 1854]
poem-line: ସତେ କ'ଣ ଦରକାର ଆଉ କାର ପଦଟିଏ କଥା [1199, 714, 1418, 729]
solution-cell: 3 [1334, 1838, 1350, 1854]
solution-cell: 4 [1350, 1870, 1366, 1886]
solution-cell: 2 [1318, 1886, 1334, 1902]
poem-line: ଶୁଣି ନାହିଁ ଦୁଆର ଝରକା ଆଲମାରି ମୋର [1210, 609, 1407, 624]
poem-line: ବଞ୍ଚଇ ଦୁଃଖୀ ଜନ [79, 90, 151, 104]
sudoku-cell[interactable] [1384, 1632, 1414, 1662]
solution-cell: 1 [1382, 1822, 1398, 1838]
solution-cell: 1 [1398, 1918, 1414, 1934]
sudoku-cell[interactable]: 7 [1294, 1512, 1324, 1542]
dharitri-25-bullets [40, 775, 360, 807]
solution-cell: 7 [1318, 1854, 1334, 1870]
address-line: advertisements, commercial queries) [1209, 1385, 1416, 1398]
paragraph: ଶିକ୍ଷକମାନେ ସମାଜର ଆଦର୍ଶ । ସେମାନେ ଯଦି ନିଜ ଦାୟିତ୍ୱ ପ୍ରତି ସଚେତନ ରୁହନ୍ତି ତେବେ ପ୍ରାଥମିକ ଶିକ୍ଷାର ମାନ ନିଶ୍ଚିତ ଭାବେ ବଢ଼ିବ । ଶିକ୍ଷକ ଶିକ୍ଷୟିତ୍ରୀମାନେ ନିଜର ସମ୍ମାନ ନିଜେ ହରାଇଥାନ୍ତି । ଶିକ୍ଷକ ସମାଜରେ ନିଜର ସମ୍ମାନ ହରାଇଥାନ୍ତି ସେଥିପାଇଁ ଦାୟୀ ସେମାନେ ନିଜେ । ଜଗନ୍ନାଥ ଦାସଙ୍କ ଭାଷାରେ, 'ଆପଣା ହସ୍ତେ ଜିହ୍ୱା ଛେଦି, କେ ହେବ ତା' ପ୍ରତିବାଦୀ ।' [784, 1026, 1142, 1111]
ei-bharatare-article [38, 270, 358, 650]
crop-mark: + [1474, 1005, 1500, 1040]
author-signature: ଡିଏଭି ସ୍ୱୟଂଶାସିତ ମହାବିଦ୍ୟାଳୟ, ଟିଟିଲାଗଡ଼, ମୋ: ୯୪୩୭୩୨୯୨୬୩ [784, 1113, 1109, 1128]
solution-cell: 4 [1398, 1854, 1414, 1870]
sudoku-grid [1172, 1480, 1445, 1753]
poem-line: ମୂଲ ତା'ର ନୋହେ କଳି [79, 56, 174, 70]
solution-cell: 7 [1334, 1822, 1350, 1838]
solution-cell: 1 [1350, 1886, 1366, 1902]
sudoku-cell[interactable]: 1 [1234, 1482, 1264, 1512]
chirantani-title: ଚିରନ୍ତନୀ [69, 11, 265, 47]
sudoku-cell[interactable] [1324, 1542, 1354, 1572]
